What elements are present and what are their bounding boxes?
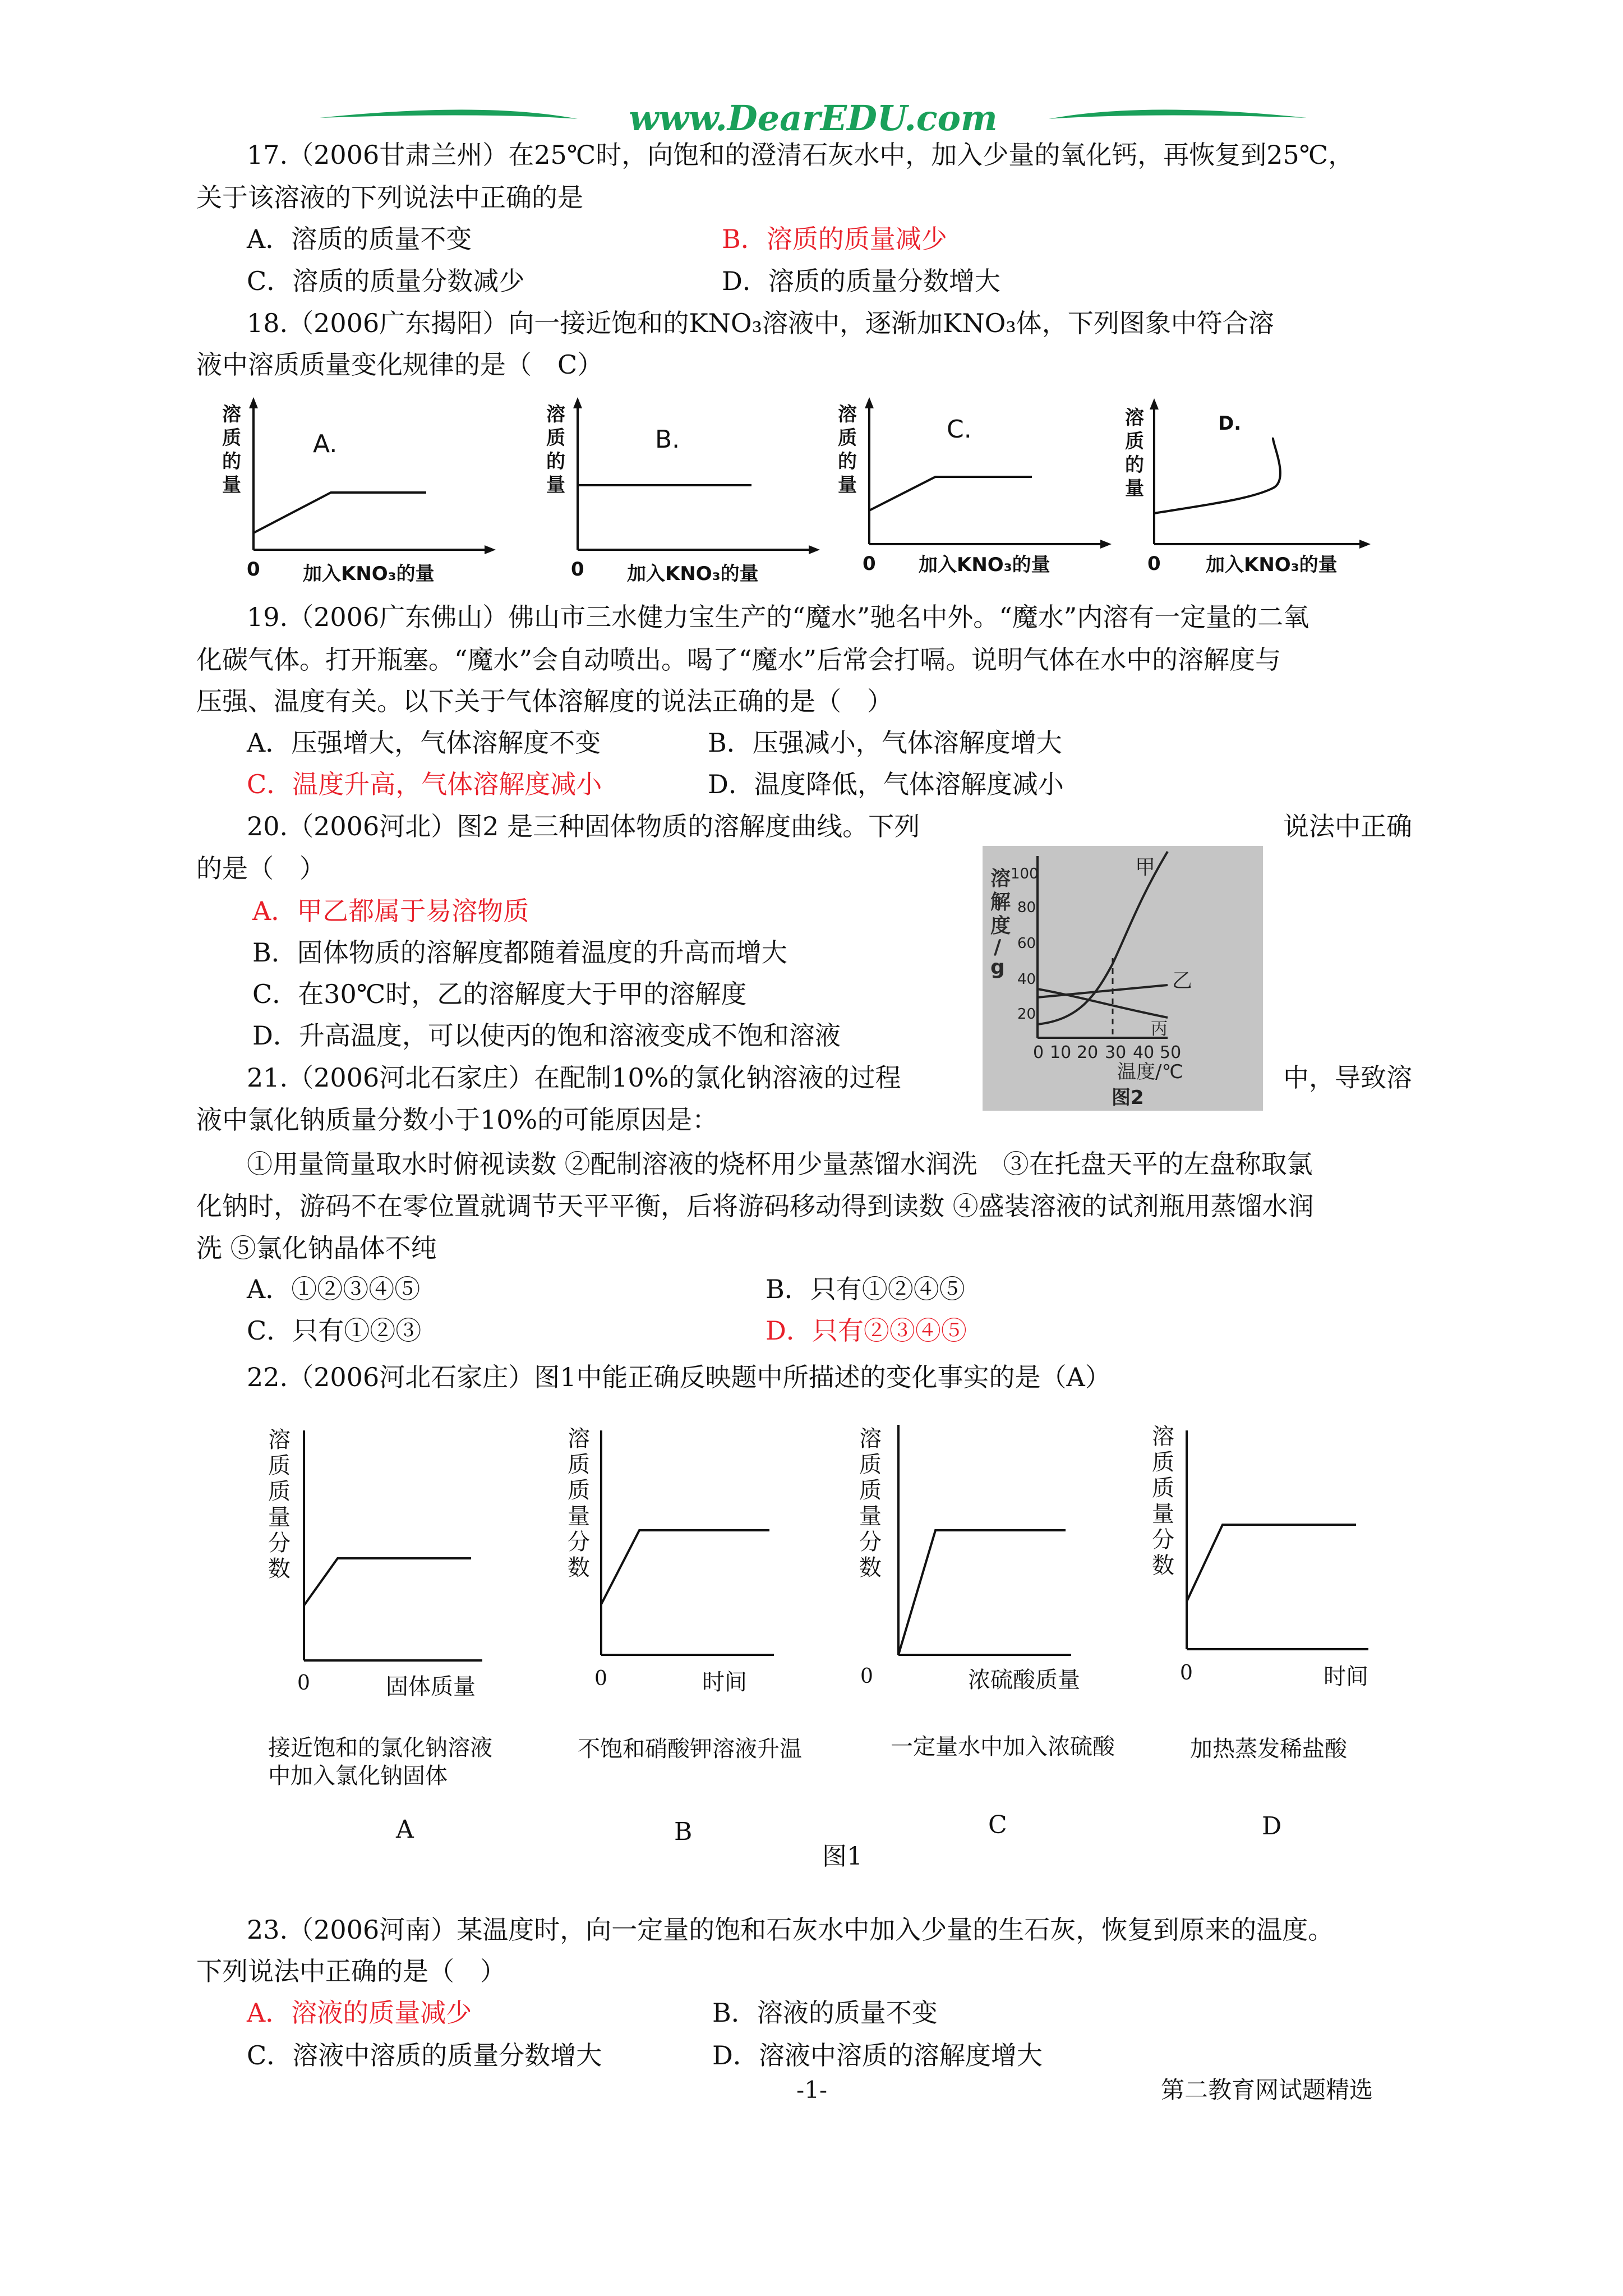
q22-graph-c-ylabel-2: 质 [859,1452,882,1478]
q20-ylabel-4: / [994,936,1002,959]
q20-series-jia: 甲 [1135,856,1156,879]
q22-graph-d-desc-1: 加热蒸发稀盐酸 [1190,1736,1347,1762]
q22-graph-a-ylabel-1: 溶 [268,1427,291,1453]
q20-xtick-0: 0 [1033,1043,1044,1062]
q22-graph-a-ylabel-3: 质 [268,1479,291,1504]
q22-graph-b-desc-1: 不饱和硝酸钾溶液升温 [578,1736,802,1762]
q18-graph-c [834,393,1126,595]
q18-graph-a [219,393,510,595]
q18-stem-2: 液中溶质质量变化规律的是（ C） [196,349,603,380]
q21-stem-1a: 21.（2006河北石家庄）在配制10%的氯化钠溶液的过程 [247,1062,901,1093]
q20-xtick-20: 20 [1077,1043,1099,1062]
q17-option-c: C．溶质的质量分数减少 [247,266,525,296]
q23-option-b: B．溶液的质量不变 [712,1998,938,2028]
q20-stem-2: 的是（ ） [196,853,325,884]
q20-option-d: D．升高温度，可以使丙的饱和溶液变成不饱和溶液 [252,1020,841,1051]
q20-option-a: A．甲乙都属于易溶物质 [252,896,529,926]
q22-graph-a-ylabel-4: 量 [268,1504,291,1530]
q22-graph-c-letter: C [988,1811,1007,1839]
q18-graph-d-xlabel: 加入KNO₃的量 [1206,554,1338,576]
q20-xtick-30: 30 [1105,1043,1127,1062]
q22-graph-b-ylabel-1: 溶 [568,1426,590,1452]
q19-option-b: B．压强减小，气体溶解度增大 [708,728,1062,758]
q18-graph-a-ylabel-4: 量 [222,474,241,496]
q22-graph-c [852,1419,1122,1717]
q20-series-yi: 乙 [1172,969,1193,992]
q18-graph-d-label: D. [1218,412,1242,435]
q22-graph-c-xlabel: 浓硫酸质量 [968,1667,1080,1693]
q22-graph-d-ylabel-5: 分 [1152,1527,1174,1553]
q20-xtick-40: 40 [1133,1043,1155,1062]
q21-stem-3: ①用量筒量取水时俯视读数 ②配制溶液的烧杯用少量蒸馏水润洗 ③在托盘天平的左盘称取氯 [247,1149,1313,1179]
q18-graph-b-ylabel-2: 质 [546,427,565,449]
q17-stem-2: 关于该溶液的下列说法中正确的是 [196,182,583,213]
q20-ytick-100: 100 [1011,866,1039,882]
q20-ylabel-2: 解 [990,891,1011,914]
q18-graph-d [1122,393,1413,595]
q20-xtick-50: 50 [1160,1043,1182,1062]
q18-graph-a-origin: 0 [247,558,260,581]
q18-graph-a-ylabel-2: 质 [222,427,241,449]
q21-stem-2: 液中氯化钠质量分数小于10%的可能原因是： [196,1105,718,1135]
q22-graph-b-letter: B [674,1818,693,1846]
q22-stem: 22.（2006河北石家庄）图1中能正确反映题中所描述的变化事实的是（A） [247,1362,1111,1392]
q18-graph-b-ylabel-1: 溶 [546,403,565,426]
q20-ylabel-3: 度 [990,914,1011,937]
q20-ylabel-1: 溶 [990,867,1011,890]
q22-graph-a-ylabel-5: 分 [268,1530,291,1556]
q22-graph-a-xlabel: 固体质量 [386,1674,476,1700]
q21-stem-5: 洗 ⑤氯化钠晶体不纯 [196,1233,437,1263]
q18-graph-b-origin: 0 [571,558,584,581]
q22-graph-c-origin: 0 [860,1665,873,1688]
q20-stem-1b: 说法中正确 [1283,811,1412,841]
footer-source: 第二教育网试题精选 [1161,2076,1373,2104]
q19-option-d: D．温度降低，气体溶解度减小 [708,769,1064,799]
q20-series-bing: 丙 [1151,1019,1168,1039]
page-number: -1- [796,2076,828,2104]
q19-option-a: A．压强增大，气体溶解度不变 [247,728,601,758]
q20-xtick-10: 10 [1050,1043,1072,1062]
q23-option-a: A．溶液的质量减少 [247,1998,472,2028]
q22-graph-d [1144,1419,1413,1717]
q22-graph-d-xlabel: 时间 [1324,1664,1368,1690]
q22-graph-a-origin: 0 [297,1672,310,1695]
q18-graph-c-ylabel-3: 的 [838,450,857,473]
q23-stem-2: 下列说法中正确的是（ ） [196,1956,506,1986]
q19-stem-1: 19.（2006广东佛山）佛山市三水健力宝生产的“魔水”驰名中外。“魔水”内溶有一定量的二氧 [247,602,1310,632]
q21-stem-1b: 中，导致溶 [1283,1062,1412,1093]
q22-graph-d-origin: 0 [1180,1662,1193,1685]
q19-option-c: C．温度升高，气体溶解度减小 [247,769,602,799]
q22-caption: 图1 [822,1842,863,1871]
q20-ytick-40: 40 [1017,971,1036,988]
q22-graph-c-ylabel-1: 溶 [859,1426,882,1452]
q22-graph-b-ylabel-2: 质 [568,1452,590,1478]
q22-graph-b [555,1419,824,1717]
q21-option-a: A．①②③④⑤ [247,1274,421,1304]
q23-option-d: D．溶液中溶质的溶解度增大 [712,2040,1043,2070]
q20-caption: 图2 [1112,1087,1144,1109]
q20-figure [983,846,1263,1111]
q22-graph-b-ylabel-4: 量 [568,1503,590,1529]
q20-stem-1a: 20.（2006河北）图2 是三种固体物质的溶解度曲线。下列 [247,811,920,841]
q22-graph-b-ylabel-5: 分 [568,1529,590,1555]
q23-option-c: C．溶液中溶质的质量分数增大 [247,2040,602,2070]
q18-graph-a-xlabel: 加入KNO₃的量 [303,563,435,585]
q22-graph-c-desc-1: 一定量水中加入浓硫酸 [891,1734,1115,1760]
q22-graph-b-ylabel-6: 数 [568,1555,590,1581]
q18-graph-d-ylabel-2: 质 [1125,430,1144,453]
q22-graph-a-letter: A [396,1815,414,1844]
q18-graph-c-xlabel: 加入KNO₃的量 [919,554,1050,576]
q22-graph-c-ylabel-6: 数 [859,1555,882,1581]
q19-stem-3: 压强、温度有关。以下关于气体溶解度的说法正确的是（ ） [196,686,893,716]
q22-graph-c-ylabel-4: 量 [859,1503,882,1529]
q17-option-d: D．溶质的质量分数增大 [722,266,1000,296]
q21-option-d: D．只有②③④⑤ [766,1315,967,1346]
q18-graph-b-ylabel-3: 的 [546,450,565,473]
q18-graph-a-ylabel-1: 溶 [222,403,241,426]
q18-graph-b-ylabel-4: 量 [546,474,565,496]
q22-graph-d-ylabel-6: 数 [1152,1553,1174,1579]
q19-stem-2: 化碳气体。打开瓶塞。“魔水”会自动喷出。喝了“魔水”后常会打嗝。说明气体在水中的溶解度与 [196,645,1281,675]
q17-stem-1: 17.（2006甘肃兰州）在25℃时，向饱和的澄清石灰水中，加入少量的氧化钙，再恢复到25℃， [247,140,1354,170]
q22-graph-d-ylabel-3: 质 [1152,1475,1174,1501]
q18-graph-b-xlabel: 加入KNO₃的量 [627,563,759,585]
q18-stem-1: 18.（2006广东揭阳）向一接近饱和的KNO₃溶液中，逐渐加KNO₃体，下列图象中符合溶 [247,308,1274,338]
q22-graph-d-ylabel-4: 量 [1152,1501,1174,1527]
q20-ytick-60: 60 [1017,935,1036,952]
q18-graph-c-label: C. [947,415,972,444]
q22-graph-a [258,1419,527,1717]
q17-option-a: A．溶质的质量不变 [247,224,472,254]
q22-graph-d-ylabel-2: 质 [1152,1450,1174,1475]
q22-graph-a-desc-1: 接近饱和的氯化钠溶液 [268,1735,492,1761]
q18-graph-d-ylabel-4: 量 [1125,477,1144,500]
q22-graph-d-ylabel-1: 溶 [1152,1424,1174,1450]
q22-graph-b-origin: 0 [594,1667,607,1690]
q18-graph-b [543,393,834,595]
q21-stem-4: 化钠时，游码不在零位置就调节天平平衡，后将游码移动得到读数 ④盛装溶液的试剂瓶用蒸馏水润 [196,1191,1314,1221]
q18-graph-a-ylabel-3: 的 [222,450,241,473]
q20-option-b: B．固体物质的溶解度都随着温度的升高而增大 [252,937,787,968]
q18-graph-d-ylabel-1: 溶 [1125,407,1144,429]
q18-graph-b-label: B. [655,425,680,454]
q20-ylabel-5: g [990,956,1005,979]
q18-graph-c-ylabel-2: 质 [838,427,857,449]
q22-graph-b-ylabel-3: 质 [568,1478,590,1503]
q20-ytick-80: 80 [1017,899,1036,916]
q23-stem-1: 23.（2006河南）某温度时，向一定量的饱和石灰水中加入少量的生石灰，恢复到原来的温度。 [247,1915,1334,1945]
q18-graph-d-ylabel-3: 的 [1125,454,1144,476]
q18-graph-d-origin: 0 [1147,553,1161,575]
q22-graph-a-desc-2: 中加入氯化钠固体 [268,1763,448,1789]
q22-graph-c-ylabel-3: 质 [859,1478,882,1503]
q18-graph-c-ylabel-1: 溶 [838,403,857,426]
q20-xlabel: 温度/℃ [1117,1061,1183,1083]
q17-option-b: B．溶质的质量减少 [722,224,947,254]
q18-graph-c-origin: 0 [863,553,876,575]
q22-graph-c-ylabel-5: 分 [859,1529,882,1555]
q21-option-c: C．只有①②③ [247,1315,422,1346]
q20-option-c: C．在30℃时，乙的溶解度大于甲的溶解度 [252,979,747,1009]
q22-graph-d-letter: D [1262,1812,1282,1841]
q21-option-b: B．只有①②④⑤ [766,1274,965,1304]
q18-graph-c-ylabel-4: 量 [838,474,857,496]
q22-graph-a-ylabel-6: 数 [268,1556,291,1582]
site-url[interactable]: www.DearEDU.com [629,98,998,139]
q20-ytick-20: 20 [1017,1006,1036,1023]
q22-graph-a-ylabel-2: 质 [268,1453,291,1479]
q22-graph-b-xlabel: 时间 [702,1669,747,1695]
q18-graph-a-label: A. [313,430,338,458]
